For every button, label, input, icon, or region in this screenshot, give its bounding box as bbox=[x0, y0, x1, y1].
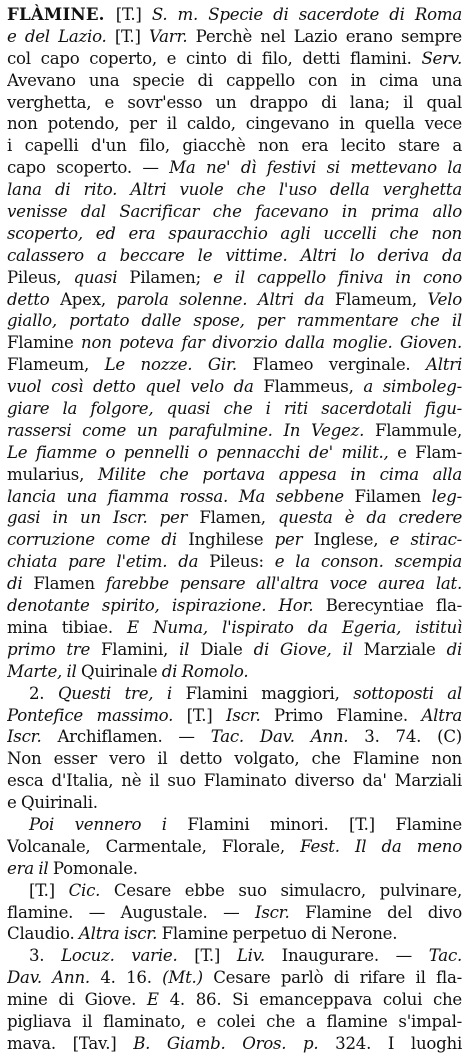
italic-text: di bbox=[7, 574, 34, 594]
entry-sense-2 bbox=[7, 683, 462, 814]
italic-text: Altra bbox=[421, 705, 462, 725]
italic-text: sottoposti al bbox=[353, 683, 462, 703]
italic-text: (Mt.) bbox=[162, 968, 214, 988]
text-line bbox=[7, 923, 462, 945]
italic-text: leg- bbox=[431, 486, 462, 506]
roman-text: 4. 86. Si emanceppava colui che bbox=[169, 990, 462, 1010]
italic-text: E bbox=[146, 990, 170, 1010]
roman-text: Avevano una specie di cappello con in cima una bbox=[7, 70, 462, 90]
italic-text: e del Lazio. bbox=[7, 26, 115, 46]
italic-text: Fest. Il da meno bbox=[300, 836, 462, 856]
text-line bbox=[7, 420, 462, 442]
italic-text: il bbox=[179, 639, 201, 659]
italic-text: chiata pare l'etim. da bbox=[7, 552, 210, 572]
text-line bbox=[7, 48, 462, 70]
roman-text: col capo coperto, e cinto di filo, detti flamini. bbox=[7, 48, 422, 68]
roman-text: Pileus, bbox=[7, 267, 74, 287]
roman-text: Volcanale, Carmentale, Florale, bbox=[7, 836, 301, 856]
roman-text: Flamine bbox=[7, 333, 82, 353]
roman-text: Diale bbox=[200, 639, 254, 659]
roman-text: Flameo verginale. bbox=[252, 355, 427, 375]
text-line bbox=[7, 683, 462, 705]
text-line bbox=[7, 92, 462, 114]
roman-text: e Quirinali. bbox=[7, 793, 98, 813]
roman-text: 2. bbox=[29, 683, 58, 703]
text-line bbox=[7, 179, 462, 201]
text-line bbox=[7, 1011, 462, 1033]
italic-text: Iscr. bbox=[226, 705, 275, 725]
roman-text: Primo Flamine. bbox=[274, 705, 422, 725]
roman-text: non potendo, per il caldo, cingevano in quella vece bbox=[7, 114, 462, 134]
italic-text: S. m. Specie di sacerdote di Roma bbox=[151, 5, 462, 24]
italic-text: Marte, il bbox=[7, 661, 82, 681]
roman-text: 3. bbox=[29, 946, 62, 966]
italic-text: gasi in un Iscr. per bbox=[7, 508, 200, 528]
roman-text: flamine. — Augustale. — bbox=[7, 902, 256, 922]
italic-text: Tac. bbox=[428, 946, 462, 966]
italic-text: rassersi come un parafulmine. In Vegez. bbox=[7, 420, 375, 440]
roman-text: 4. 16. bbox=[100, 968, 163, 988]
roman-text: Flameum, bbox=[7, 355, 105, 375]
roman-text: Flameum, bbox=[334, 289, 428, 309]
text-line bbox=[7, 770, 462, 792]
italic-text: Iscr. bbox=[255, 902, 306, 922]
roman-text: i capelli d'un filo, giacchè non era lecito stare a bbox=[7, 136, 462, 156]
italic-text: venisse dal Sacrificar che facevano in prima allo bbox=[7, 202, 462, 222]
roman-text: mularius, bbox=[7, 464, 98, 484]
roman-text: Marziale bbox=[363, 639, 447, 659]
roman-text: [T.] bbox=[349, 814, 396, 834]
italic-text: di Giove, il bbox=[253, 639, 364, 659]
roman-text: Flamine perpetuo di Nerone. bbox=[161, 924, 398, 944]
text-line bbox=[7, 748, 462, 770]
roman-text: Filamen bbox=[354, 486, 432, 506]
text-line bbox=[7, 529, 462, 551]
text-line bbox=[7, 376, 462, 398]
roman-text: e Flam- bbox=[397, 442, 462, 462]
text-line bbox=[7, 135, 462, 157]
italic-text: E Numa, l'ispirato da Egeria, istituì bbox=[127, 617, 462, 637]
italic-text: non poteva far divorzio dalla moglie. Gioven. bbox=[81, 333, 462, 353]
italic-text: lana di rito. Altri vuole che l'uso della verghetta bbox=[7, 180, 462, 200]
italic-text: Varr. bbox=[148, 26, 196, 46]
text-line bbox=[7, 442, 462, 464]
text-line bbox=[7, 595, 462, 617]
headword: FLÀMINE. bbox=[7, 4, 116, 24]
text-line bbox=[7, 486, 462, 508]
roman-text: Flamen, bbox=[199, 508, 278, 528]
text-line bbox=[7, 726, 462, 748]
text-line bbox=[7, 464, 462, 486]
text-line bbox=[7, 792, 462, 814]
text-line bbox=[7, 4, 462, 26]
roman-text: Inaugurare. — bbox=[281, 946, 429, 966]
italic-text: e la conson. scempia bbox=[274, 552, 462, 572]
italic-text: di bbox=[446, 639, 462, 659]
text-line bbox=[7, 945, 462, 967]
roman-text: Archiflamen. — bbox=[57, 727, 211, 747]
roman-text: [T.] bbox=[186, 705, 227, 725]
text-line bbox=[7, 267, 462, 289]
roman-text: Flamini, bbox=[101, 639, 180, 659]
text-line bbox=[7, 1033, 462, 1055]
roman-text: mava. [Tav.] bbox=[7, 1033, 134, 1053]
text-line bbox=[7, 201, 462, 223]
roman-text: Claudio. bbox=[7, 924, 79, 944]
text-line bbox=[7, 70, 462, 92]
text-line bbox=[7, 332, 462, 354]
italic-text: per bbox=[274, 530, 314, 550]
italic-text: detto bbox=[7, 289, 61, 309]
italic-text: Le nozze. Gir. bbox=[104, 355, 253, 375]
entry-sense-2-flamini-minori bbox=[7, 814, 462, 880]
roman-text: capo scoperto. — bbox=[7, 158, 170, 178]
text-line bbox=[7, 814, 462, 836]
italic-text: Dav. Ann. bbox=[7, 968, 101, 988]
italic-text: denotante spirito, ispirazione. Hor. bbox=[7, 596, 326, 616]
text-line bbox=[7, 705, 462, 727]
italic-text: era il bbox=[7, 858, 53, 878]
italic-text: quasi bbox=[73, 267, 130, 287]
roman-text: [T.] bbox=[114, 26, 149, 46]
text-line bbox=[7, 26, 462, 48]
text-line bbox=[7, 551, 462, 573]
roman-text: Flammule, bbox=[374, 420, 462, 440]
italic-text: Milite che portava appesa in cima alla bbox=[97, 464, 462, 484]
italic-text: e il cappello finiva in cono bbox=[213, 267, 462, 287]
text-line bbox=[7, 989, 462, 1011]
roman-text: esca d'Italia, nè il suo Flaminato diverso da' Marziali bbox=[7, 771, 462, 791]
roman-text: Flamine bbox=[395, 814, 462, 834]
roman-text: Pilamen; bbox=[129, 267, 214, 287]
italic-text: Pontefice massimo. bbox=[7, 705, 187, 725]
text-line bbox=[7, 573, 462, 595]
roman-text: Flamini minori. bbox=[187, 814, 350, 834]
text-line bbox=[7, 967, 462, 989]
italic-text: Altra iscr. bbox=[78, 924, 162, 944]
roman-text: 324. I luoghi bbox=[335, 1033, 462, 1053]
text-line bbox=[7, 902, 462, 924]
text-line bbox=[7, 836, 462, 858]
text-line bbox=[7, 354, 462, 376]
italic-text: scoperto, ed era spauracchio agli uccelli che non bbox=[7, 223, 462, 243]
italic-text: questa è da credere bbox=[277, 508, 462, 528]
text-line bbox=[7, 398, 462, 420]
roman-text: Berecyntiae fla- bbox=[325, 596, 462, 616]
roman-text: 3. 74. (C) bbox=[364, 727, 462, 747]
italic-text: lancia una fiamma rossa. Ma sebbene bbox=[7, 486, 355, 506]
italic-text: Tac. Dav. Ann. bbox=[210, 727, 365, 747]
italic-text: Altri bbox=[426, 355, 462, 375]
roman-text: [T.] bbox=[29, 880, 69, 900]
italic-text: Poi vennero i bbox=[29, 814, 188, 834]
text-line bbox=[7, 289, 462, 311]
italic-text: corruzione come di bbox=[7, 530, 189, 550]
roman-text: Apex, bbox=[60, 289, 117, 309]
text-line bbox=[7, 880, 462, 902]
italic-text: Serv. bbox=[421, 48, 462, 68]
entry-sense-2-citations bbox=[7, 880, 462, 946]
entry-sense-3 bbox=[7, 945, 462, 1054]
roman-text: verghetta, e sovr'esso un drappo di lana; il qual bbox=[7, 92, 462, 112]
roman-text: Pileus: bbox=[209, 552, 275, 572]
text-line bbox=[7, 113, 462, 135]
italic-text: B. Giamb. Oros. p. bbox=[133, 1033, 336, 1053]
text-line bbox=[7, 223, 462, 245]
italic-text: Iscr. bbox=[7, 727, 58, 747]
roman-text: [T.] bbox=[194, 946, 237, 966]
roman-text: [T.] bbox=[115, 5, 152, 24]
italic-text: a simboleg- bbox=[363, 377, 462, 397]
italic-text: e stirac- bbox=[389, 530, 462, 550]
roman-text: mina tibiae. bbox=[7, 617, 128, 637]
italic-text: Cic. bbox=[68, 880, 114, 900]
text-line bbox=[7, 661, 462, 683]
roman-text: Inghilese bbox=[188, 530, 275, 550]
roman-text: pigliava il flaminato, e colei che a flamine s'impal- bbox=[7, 1011, 462, 1031]
roman-text: Pomonale. bbox=[52, 858, 138, 878]
text-line bbox=[7, 617, 462, 639]
italic-text: giare la folgore, quasi che i riti sacerdotali figu- bbox=[7, 399, 462, 419]
text-line bbox=[7, 858, 462, 880]
italic-text: Ma ne' dì festivi si mettevano la bbox=[169, 158, 462, 178]
roman-text: Inglese, bbox=[313, 530, 390, 550]
italic-text: farebbe pensare all'altra voce aurea lat. bbox=[105, 574, 462, 594]
roman-text: mine di Giove. bbox=[7, 990, 147, 1010]
text-line bbox=[7, 157, 462, 179]
italic-text: Velo bbox=[427, 289, 462, 309]
italic-text: Questi tre, i bbox=[57, 683, 186, 703]
italic-text: Locuz. varie. bbox=[61, 946, 195, 966]
text-line bbox=[7, 310, 462, 332]
italic-text: di Romolo. bbox=[161, 661, 249, 681]
roman-text: Cesare parlò di rifare il fla- bbox=[213, 968, 462, 988]
text-line bbox=[7, 507, 462, 529]
italic-text: primo tre bbox=[7, 639, 102, 659]
entry-flamine-definition bbox=[7, 4, 462, 683]
roman-text: Flamini maggiori, bbox=[185, 683, 354, 703]
roman-text: Cesare ebbe suo simulacro, pulvinare, bbox=[113, 880, 462, 900]
roman-text: Flamine del divo bbox=[305, 902, 462, 922]
italic-text: giallo, portato dalle spose, per rammentare che il bbox=[7, 311, 462, 331]
text-line bbox=[7, 245, 462, 267]
roman-text: Non esser vero il detto volgato, che Flamine non bbox=[7, 749, 462, 769]
roman-text: Flammeus, bbox=[263, 377, 364, 397]
italic-text: calassero a beccare le vittime. Altri lo deriva da bbox=[7, 245, 462, 265]
italic-text: Le fiamme o pennelli o pennacchi de' milit., bbox=[7, 442, 398, 462]
italic-text: Liv. bbox=[236, 946, 282, 966]
roman-text: Flamen bbox=[33, 574, 106, 594]
italic-text: vuol così detto quel velo da bbox=[7, 377, 264, 397]
text-line bbox=[7, 639, 462, 661]
roman-text: Quirinale bbox=[81, 661, 162, 681]
roman-text: Perchè nel Lazio erano sempre bbox=[195, 26, 462, 46]
italic-text: parola solenne. Altri da bbox=[116, 289, 335, 309]
